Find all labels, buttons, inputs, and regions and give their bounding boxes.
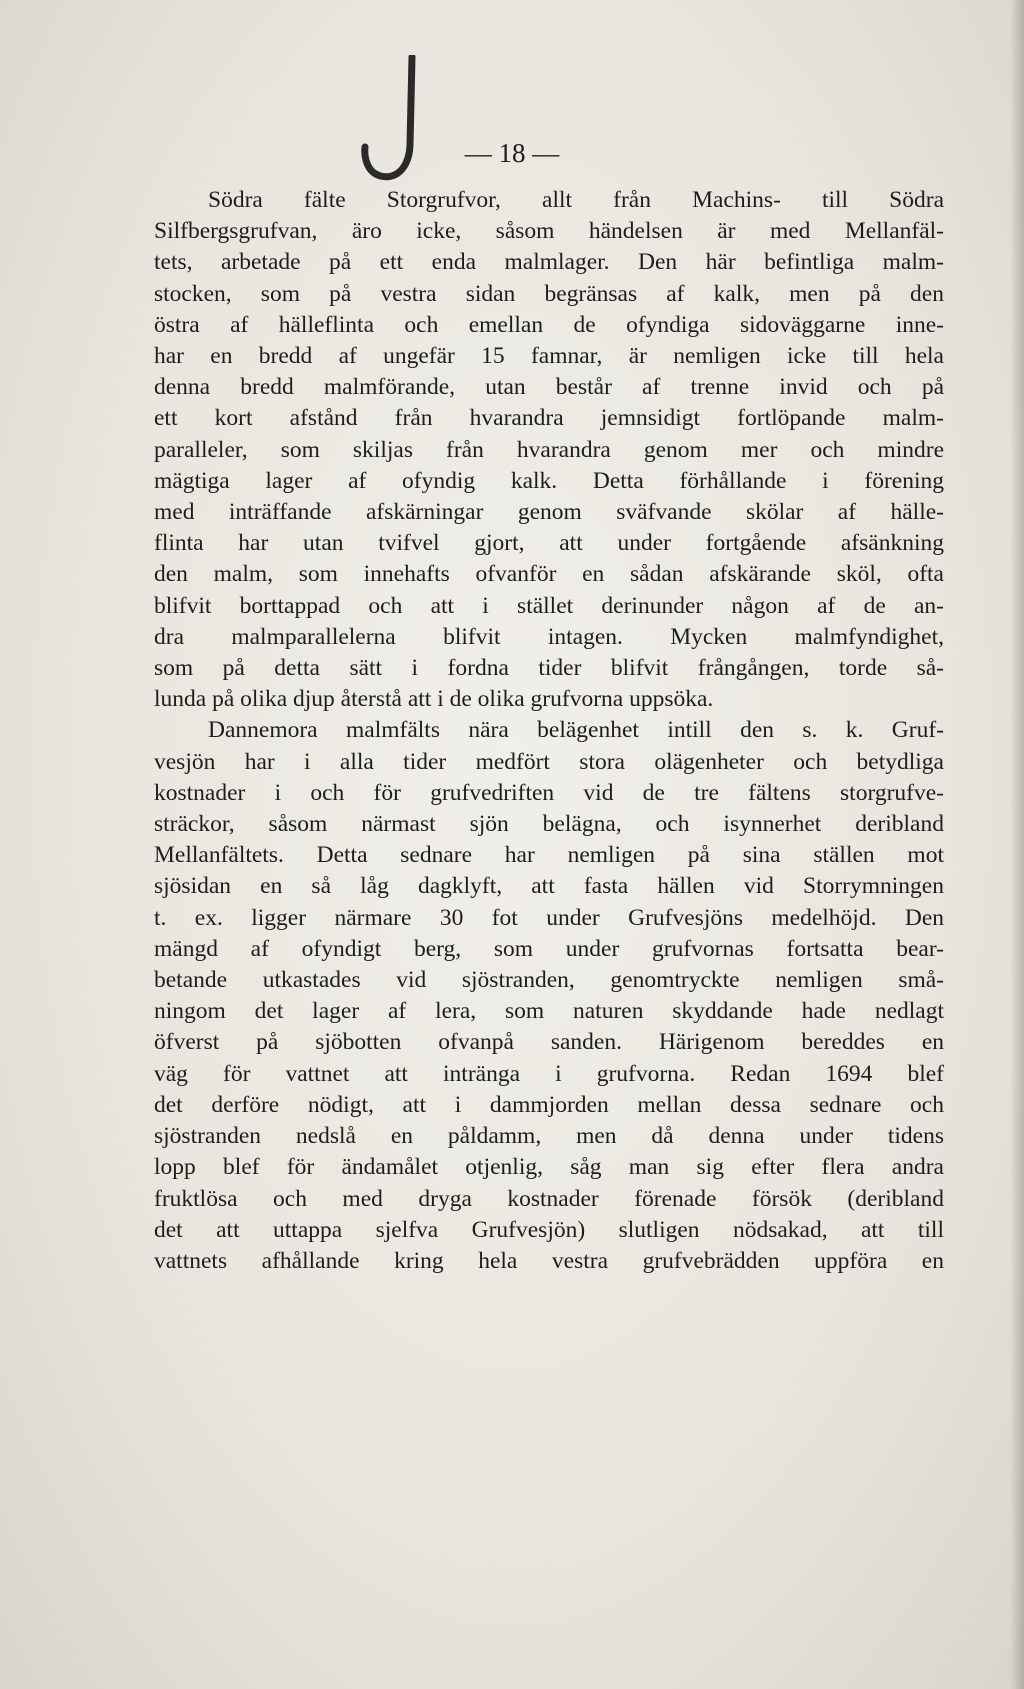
text-line: Mellanfältets. Detta sednare har nemligen på sina ställen mot: [154, 842, 944, 869]
text-line: den malm, som innehafts ofvanför en sådan afskärande sköl, ofta: [154, 561, 944, 588]
text-line: sjöstranden nedslå en påldamm, men då denna under tidens: [154, 1123, 944, 1150]
body-text: [154, 185, 944, 1277]
text-line: paralleler, som skiljas från hvarandra genom mer och mindre: [154, 436, 944, 463]
text-line: fruktlösa och med dryga kostnader förenade försök (deribland: [154, 1185, 944, 1212]
pencil-annotation-mark: [360, 55, 440, 195]
text-line: ett kort afstånd från hvarandra jemnsidigt fortlöpande malm-: [154, 405, 944, 432]
text-line: Södra fälte Storgrufvor, allt från Machins- till Södra: [208, 187, 944, 213]
text-line: vattnets afhållande kring hela vestra grufvebrädden uppföra en: [154, 1247, 944, 1274]
text-line: mägtiga lager af ofyndig kalk. Detta förhållande i förening: [154, 467, 944, 494]
text-line: östra af hälleflinta och emellan de ofyndiga sidoväggarne inne-: [154, 311, 944, 338]
page-edge-shadow: [1010, 0, 1024, 1689]
text-line: stocken, som på vestra sidan begränsas af kalk, men på den: [154, 280, 944, 307]
text-line: dra malmparallelerna blifvit intagen. Mycken malmfyndighet,: [154, 623, 944, 650]
text-line: blifvit borttappad och att i stället derinunder någon af de an-: [154, 592, 944, 619]
text-line: kostnader i och för grufvedriften vid de tre fältens storgrufve-: [154, 779, 944, 806]
text-line: sjösidan en så låg dagklyft, att fasta hällen vid Storrymningen: [154, 873, 944, 900]
text-line: betande utkastades vid sjöstranden, genomtryckte nemligen små-: [154, 967, 944, 994]
text-line: Silfbergsgrufvan, äro icke, såsom händelsen är med Mellanfäl-: [154, 218, 944, 245]
text-line: det att uttappa sjelfva Grufvesjön) slutligen nödsakad, att till: [154, 1216, 944, 1243]
text-line: ningom det lager af lera, som naturen skyddande hade nedlagt: [154, 998, 944, 1025]
text-line: flinta har utan tvifvel gjort, att under fortgående afsänkning: [154, 530, 944, 557]
text-line: Dannemora malmfälts nära belägenhet intill den s. k. Gruf-: [208, 717, 944, 744]
page-number: — 18 —: [464, 138, 560, 168]
text-line: med inträffande afskärningar genom sväfvande skölar af hälle-: [154, 499, 944, 526]
text-line: lunda på olika djup återstå att i de olika grufvorna uppsöka.: [154, 686, 714, 713]
text-line: lopp blef för ändamålet otjenlig, såg man sig efter flera andra: [154, 1154, 944, 1181]
text-line: väg för vattnet att inträngа i grufvorna. Redan 1694 blef: [154, 1060, 944, 1087]
text-line: sträckor, såsom närmast sjön belägna, och isynnerhet deribland: [154, 811, 944, 838]
text-line: har en bredd af ungefär 15 famnar, är nemligen icke till hela: [154, 343, 944, 370]
text-line: vesjön har i alla tider medfört stora olägenheter och betydliga: [154, 748, 944, 775]
text-line: tets, arbetade på ett enda malmlager. Den här befintliga malm-: [154, 249, 944, 276]
text-line: t. ex. ligger närmare 30 fot under Grufvesjöns medelhöjd. Den: [154, 904, 944, 931]
text-line: det derföre nödigt, att i dammjorden mellan dessa sednare och: [154, 1091, 944, 1118]
text-line: denna bredd malmförande, utan består af trenne invid och på: [154, 374, 944, 401]
text-line: öfverst på sjöbotten ofvanpå sanden. Härigenom bereddes en: [154, 1029, 944, 1056]
text-line: mängd af ofyndigt berg, som under grufvornas fortsatta bear-: [154, 935, 944, 962]
text-line: som på detta sätt i fordna tider blifvit frångången, torde så-: [154, 655, 944, 682]
